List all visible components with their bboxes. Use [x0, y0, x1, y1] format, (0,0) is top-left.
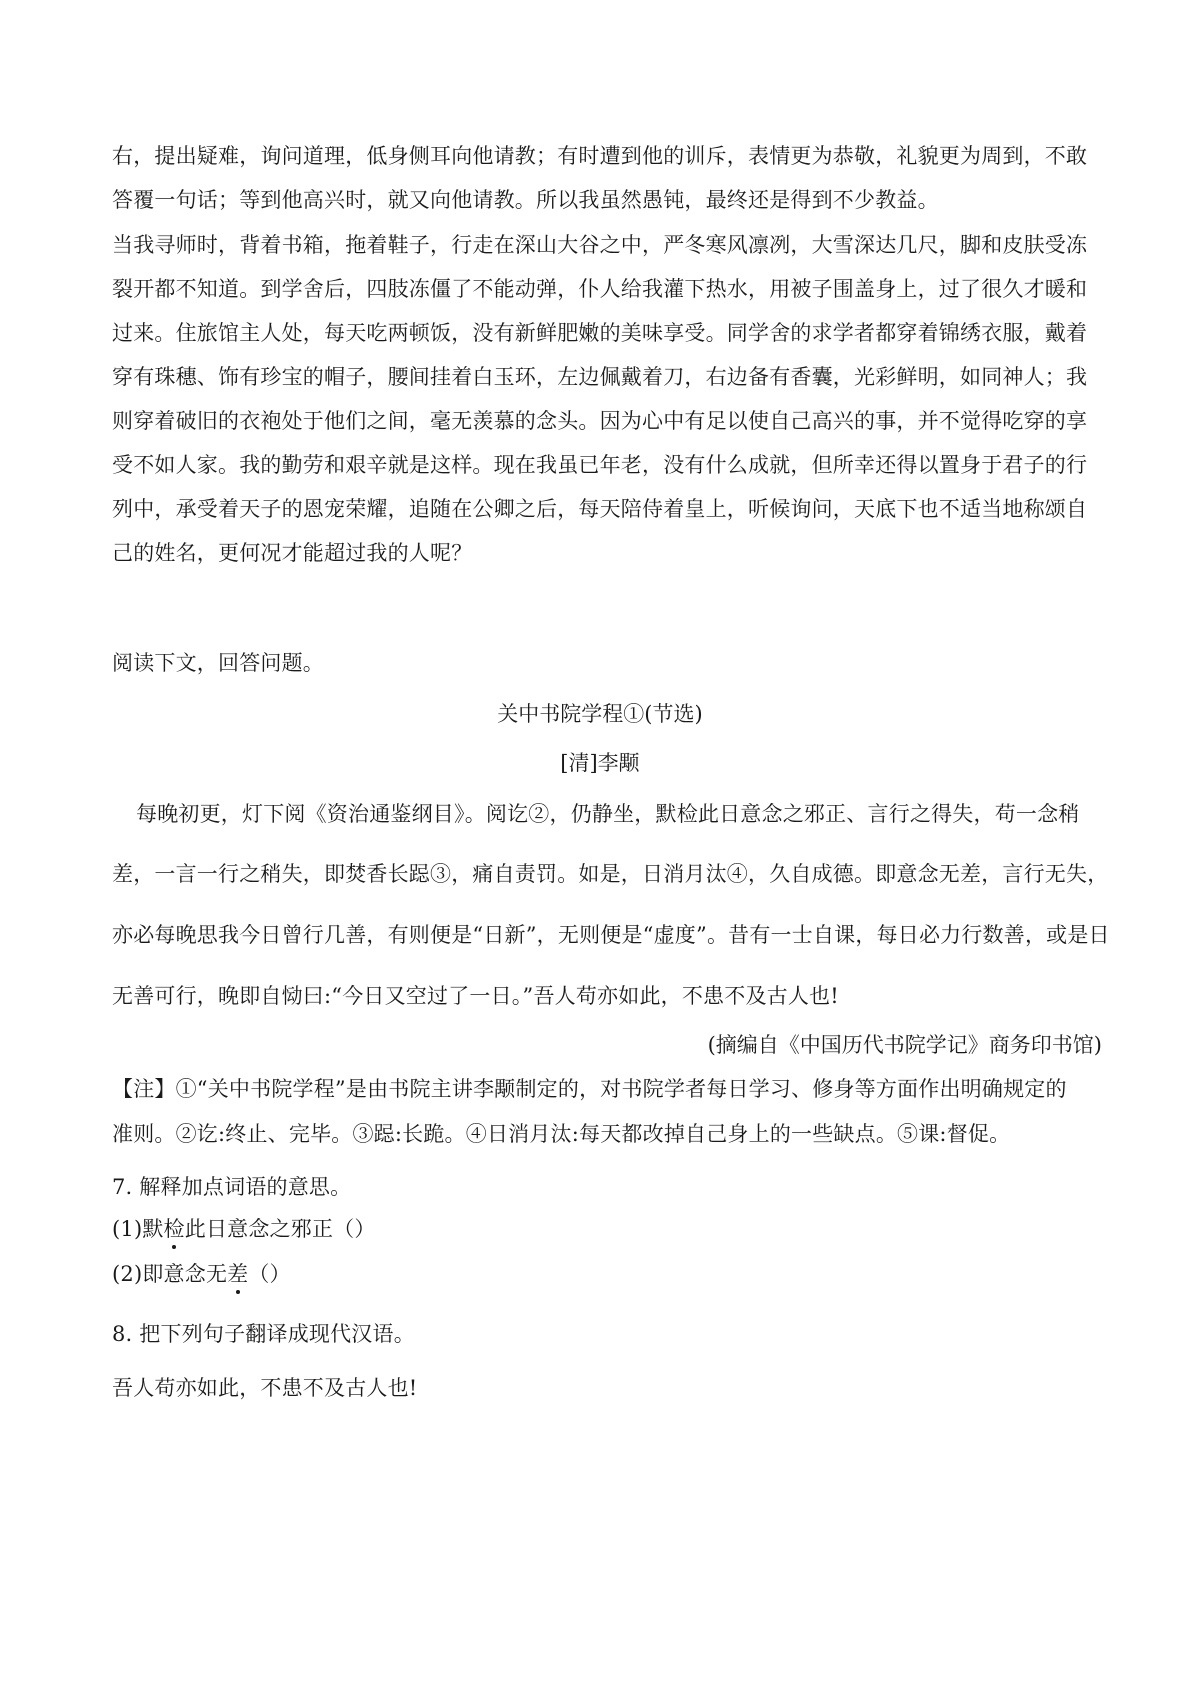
dotted-word: 差 [227, 1262, 249, 1286]
question-7-item-1 [112, 1216, 1102, 1242]
item-text: 此日意念之邪正（） [184, 1217, 376, 1241]
passage-author: [清]李颙 [560, 751, 640, 775]
reading-instruction: 阅读下文，回答问题。 [112, 651, 324, 675]
translation-line: 裂开都不知道。到学舍后，四肢冻僵了不能动弹，仆人给我灌下热水，用被子围盖身上，过了很久才暖和 [112, 277, 1088, 301]
item-text: (2)即意念无 [112, 1262, 228, 1286]
question-7-prompt: 7. 解释加点词语的意思。 [112, 1175, 352, 1199]
translation-line: 则穿着破旧的衣袍处于他们之间，毫无羡慕的念头。因为心中有足以使自己高兴的事，并不觉得吃穿的享 [112, 409, 1088, 433]
passage-line: 亦必每晚思我今日曾行几善，有则便是“日新”，无则便是“虚度”。昔有一士自课，每日必力行数善，或是日 [112, 923, 1110, 947]
passage-line: 差，一言一行之稍失，即焚香长跽③，痛自责罚。如是，日消月汰④，久自成德。即意念无差，言行无失， [112, 862, 1109, 886]
passage-note: 准则。②讫:终止、完毕。③跽:长跪。④日消月汰:每天都改掉自己身上的一些缺点。⑤课:督促。 [112, 1122, 1011, 1146]
item-text: （） [248, 1262, 291, 1286]
question-7-item-2 [112, 1261, 1102, 1287]
item-text: (1)默 [112, 1217, 164, 1241]
dotted-word: 检 [163, 1217, 185, 1241]
passage-line: 无善可行，晚即自恸曰:“今日又空过了一日。”吾人苟亦如此，不患不及古人也! [112, 984, 839, 1008]
passage-source: (摘编自《中国历代书院学记》商务印书馆) [707, 1033, 1102, 1057]
passage-line: 每晚初更，灯下阅《资治通鉴纲目》。阅讫②，仍静坐，默检此日意念之邪正、言行之得失，苟一念稍 [136, 802, 1080, 826]
translation-line: 己的姓名，更何况才能超过我的人呢？ [112, 541, 473, 565]
question-8-prompt: 8. 把下列句子翻译成现代汉语。 [112, 1322, 415, 1346]
translation-line: 过来。住旅馆主人处，每天吃两顿饭，没有新鲜肥嫩的美味享受。同学舍的求学者都穿着锦绣衣服，戴着 [112, 321, 1088, 345]
translation-line: 列中，承受着天子的恩宠荣耀，追随在公卿之后，每天陪侍着皇上，听候询问，天底下也不适当地称颂自 [112, 497, 1088, 521]
passage-title: 关中书院学程①(节选) [497, 702, 703, 726]
translation-line: 右，提出疑难，询问道理，低身侧耳向他请教；有时遭到他的训斥，表情更为恭敬，礼貌更为周到，不敢 [112, 144, 1088, 168]
translation-line: 答覆一句话；等到他高兴时，就又向他请教。所以我虽然愚钝，最终还是得到不少教益。 [112, 188, 939, 212]
translation-line: 穿有珠穗、饰有珍宝的帽子，腰间挂着白玉环，左边佩戴着刀，右边备有香囊，光彩鲜明，如同神人；我 [112, 365, 1088, 389]
translation-line: 受不如人家。我的勤劳和艰辛就是这样。现在我虽已年老，没有什么成就，但所幸还得以置身于君子的行 [112, 453, 1088, 477]
passage-note: 【注】①“关中书院学程”是由书院主讲李颙制定的，对书院学者每日学习、修身等方面作出明确规定的 [112, 1077, 1067, 1101]
translation-line: 当我寻师时，背着书箱，拖着鞋子，行走在深山大谷之中，严冬寒风凛冽，大雪深达几尺，脚和皮肤受冻 [112, 233, 1088, 257]
question-8-sentence: 吾人苟亦如此，不患不及古人也! [112, 1376, 418, 1400]
